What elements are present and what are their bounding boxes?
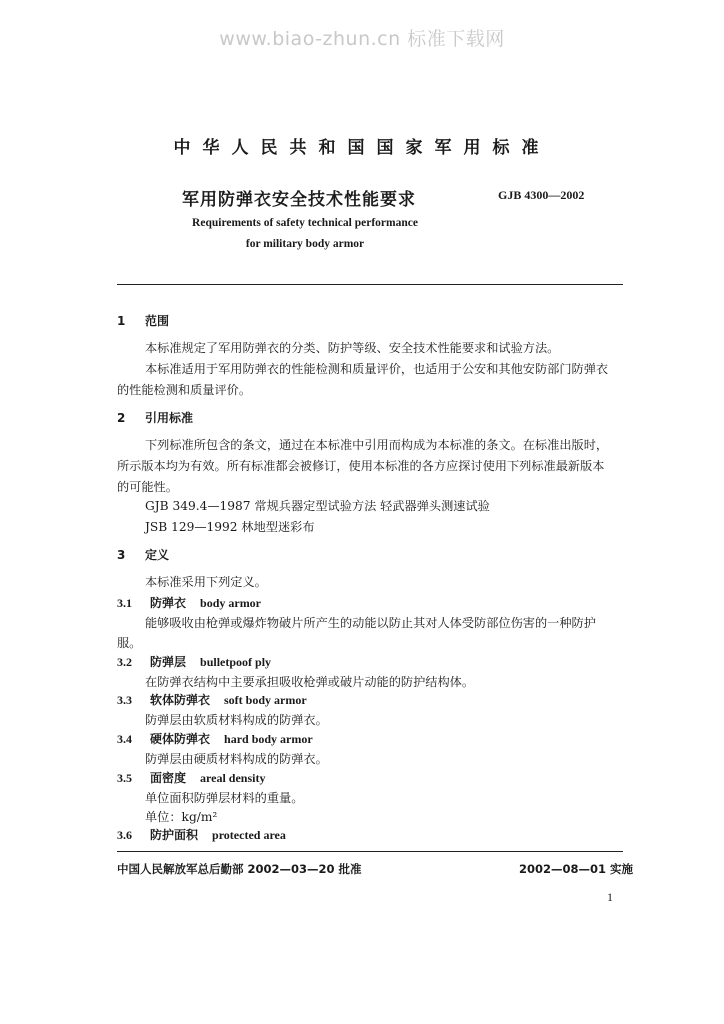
definition-3-5-text: 单位面积防弹层材料的重量。 (145, 791, 304, 805)
section-title: 引用标准 (145, 411, 194, 425)
section-3-intro: 本标准采用下列定义。 (145, 575, 267, 589)
definition-3-6-term (117, 826, 286, 843)
standard-title-en-line2: for military body armor (245, 238, 365, 250)
section-number: 1 (117, 314, 126, 328)
section-title: 定义 (145, 548, 170, 562)
header-rule (117, 284, 623, 285)
section-1-para-1: 本标准规定了军用防弹衣的分类、防护等级、安全技术性能要求和试验方法。 (145, 341, 560, 355)
definition-3-5-term (117, 769, 265, 786)
national-standard-heading: 中华人民共和国国家军用标准 (173, 138, 551, 158)
definition-number: 3.6 (117, 828, 132, 842)
definition-term-en: hard body armor (224, 732, 313, 746)
definition-term-cn: 面密度 (150, 771, 187, 785)
definition-term-en: soft body armor (224, 693, 307, 707)
definition-term-en: protected area (212, 828, 286, 842)
standard-code: GJB 4300—2002 (498, 188, 585, 202)
section-3-heading (117, 546, 169, 563)
definition-term-en: bulletpoof ply (200, 655, 272, 669)
definition-3-1-text-line-2: 服。 (117, 636, 142, 650)
section-title: 范围 (145, 314, 170, 328)
definition-term-cn: 防弹层 (150, 655, 187, 669)
definition-3-4-text: 防弹层由硬质材料构成的防弹衣。 (145, 752, 328, 766)
section-2-para-line-2: 所示版本均为有效。所有标准都会被修订，使用本标准的各方应探讨使用下列标准最新版本 (117, 459, 605, 473)
definition-number: 3.2 (117, 655, 132, 669)
page-number: 1 (607, 890, 613, 904)
standard-title-cn: 军用防弹衣安全技术性能要求 (182, 190, 416, 210)
definition-3-5-unit: 单位：kg/m² (145, 810, 218, 824)
section-2-para-line-1: 下列标准所包含的条文，通过在本标准中引用而构成为本标准的条文。在标准出版时， (145, 438, 609, 452)
definition-3-1-term (117, 594, 261, 611)
reference-standard-2: JSB 129—1992 林地型迷彩布 (145, 520, 315, 534)
definition-3-2-term (117, 653, 271, 670)
definition-term-cn: 防护面积 (150, 828, 199, 842)
definition-3-4-term (117, 730, 313, 747)
standard-title-en-line1: Requirements of safety technical performance (192, 217, 418, 229)
definition-number: 3.5 (117, 771, 132, 785)
definition-term-cn: 硬体防弹衣 (150, 732, 211, 746)
implementation-date: 2002—08—01 实施 (519, 862, 634, 876)
definition-number: 3.1 (117, 596, 132, 610)
definition-term-cn: 软体防弹衣 (150, 693, 211, 707)
definition-term-en: areal density (200, 771, 266, 785)
definition-number: 3.4 (117, 732, 132, 746)
footer-rule (117, 851, 623, 852)
definition-3-3-text: 防弹层由软质材料构成的防弹衣。 (145, 713, 328, 727)
reference-standard-1: GJB 349.4—1987 常规兵器定型试验方法 轻武器弹头测速试验 (145, 499, 490, 513)
section-1-para-2-line-2: 的性能检测和质量评价。 (117, 383, 252, 397)
definition-number: 3.3 (117, 693, 132, 707)
definition-3-1-text-line-1: 能够吸收由枪弹或爆炸物破片所产生的动能以防止其对人体受防部位伤害的一种防护 (145, 616, 596, 630)
section-number: 2 (117, 411, 126, 425)
section-2-para-line-3: 的可能性。 (117, 480, 178, 494)
section-1-para-2-line-1: 本标准适用于军用防弹衣的性能检测和质量评价，也适用于公安和其他安防部门防弹衣 (145, 362, 609, 376)
definition-3-3-term (117, 691, 307, 708)
section-2-heading (117, 409, 193, 426)
section-1-heading (117, 312, 169, 329)
watermark: www.biao-zhun.cn 标准下载网 (219, 28, 505, 50)
definition-term-cn: 防弹衣 (150, 596, 187, 610)
definition-3-2-text: 在防弹衣结构中主要承担吸收枪弹或破片动能的防护结构体。 (145, 675, 475, 689)
section-number: 3 (117, 548, 126, 562)
definition-term-en: body armor (200, 596, 262, 610)
approval-line: 中国人民解放军总后勤部 2002—03—20 批准 (117, 862, 362, 876)
